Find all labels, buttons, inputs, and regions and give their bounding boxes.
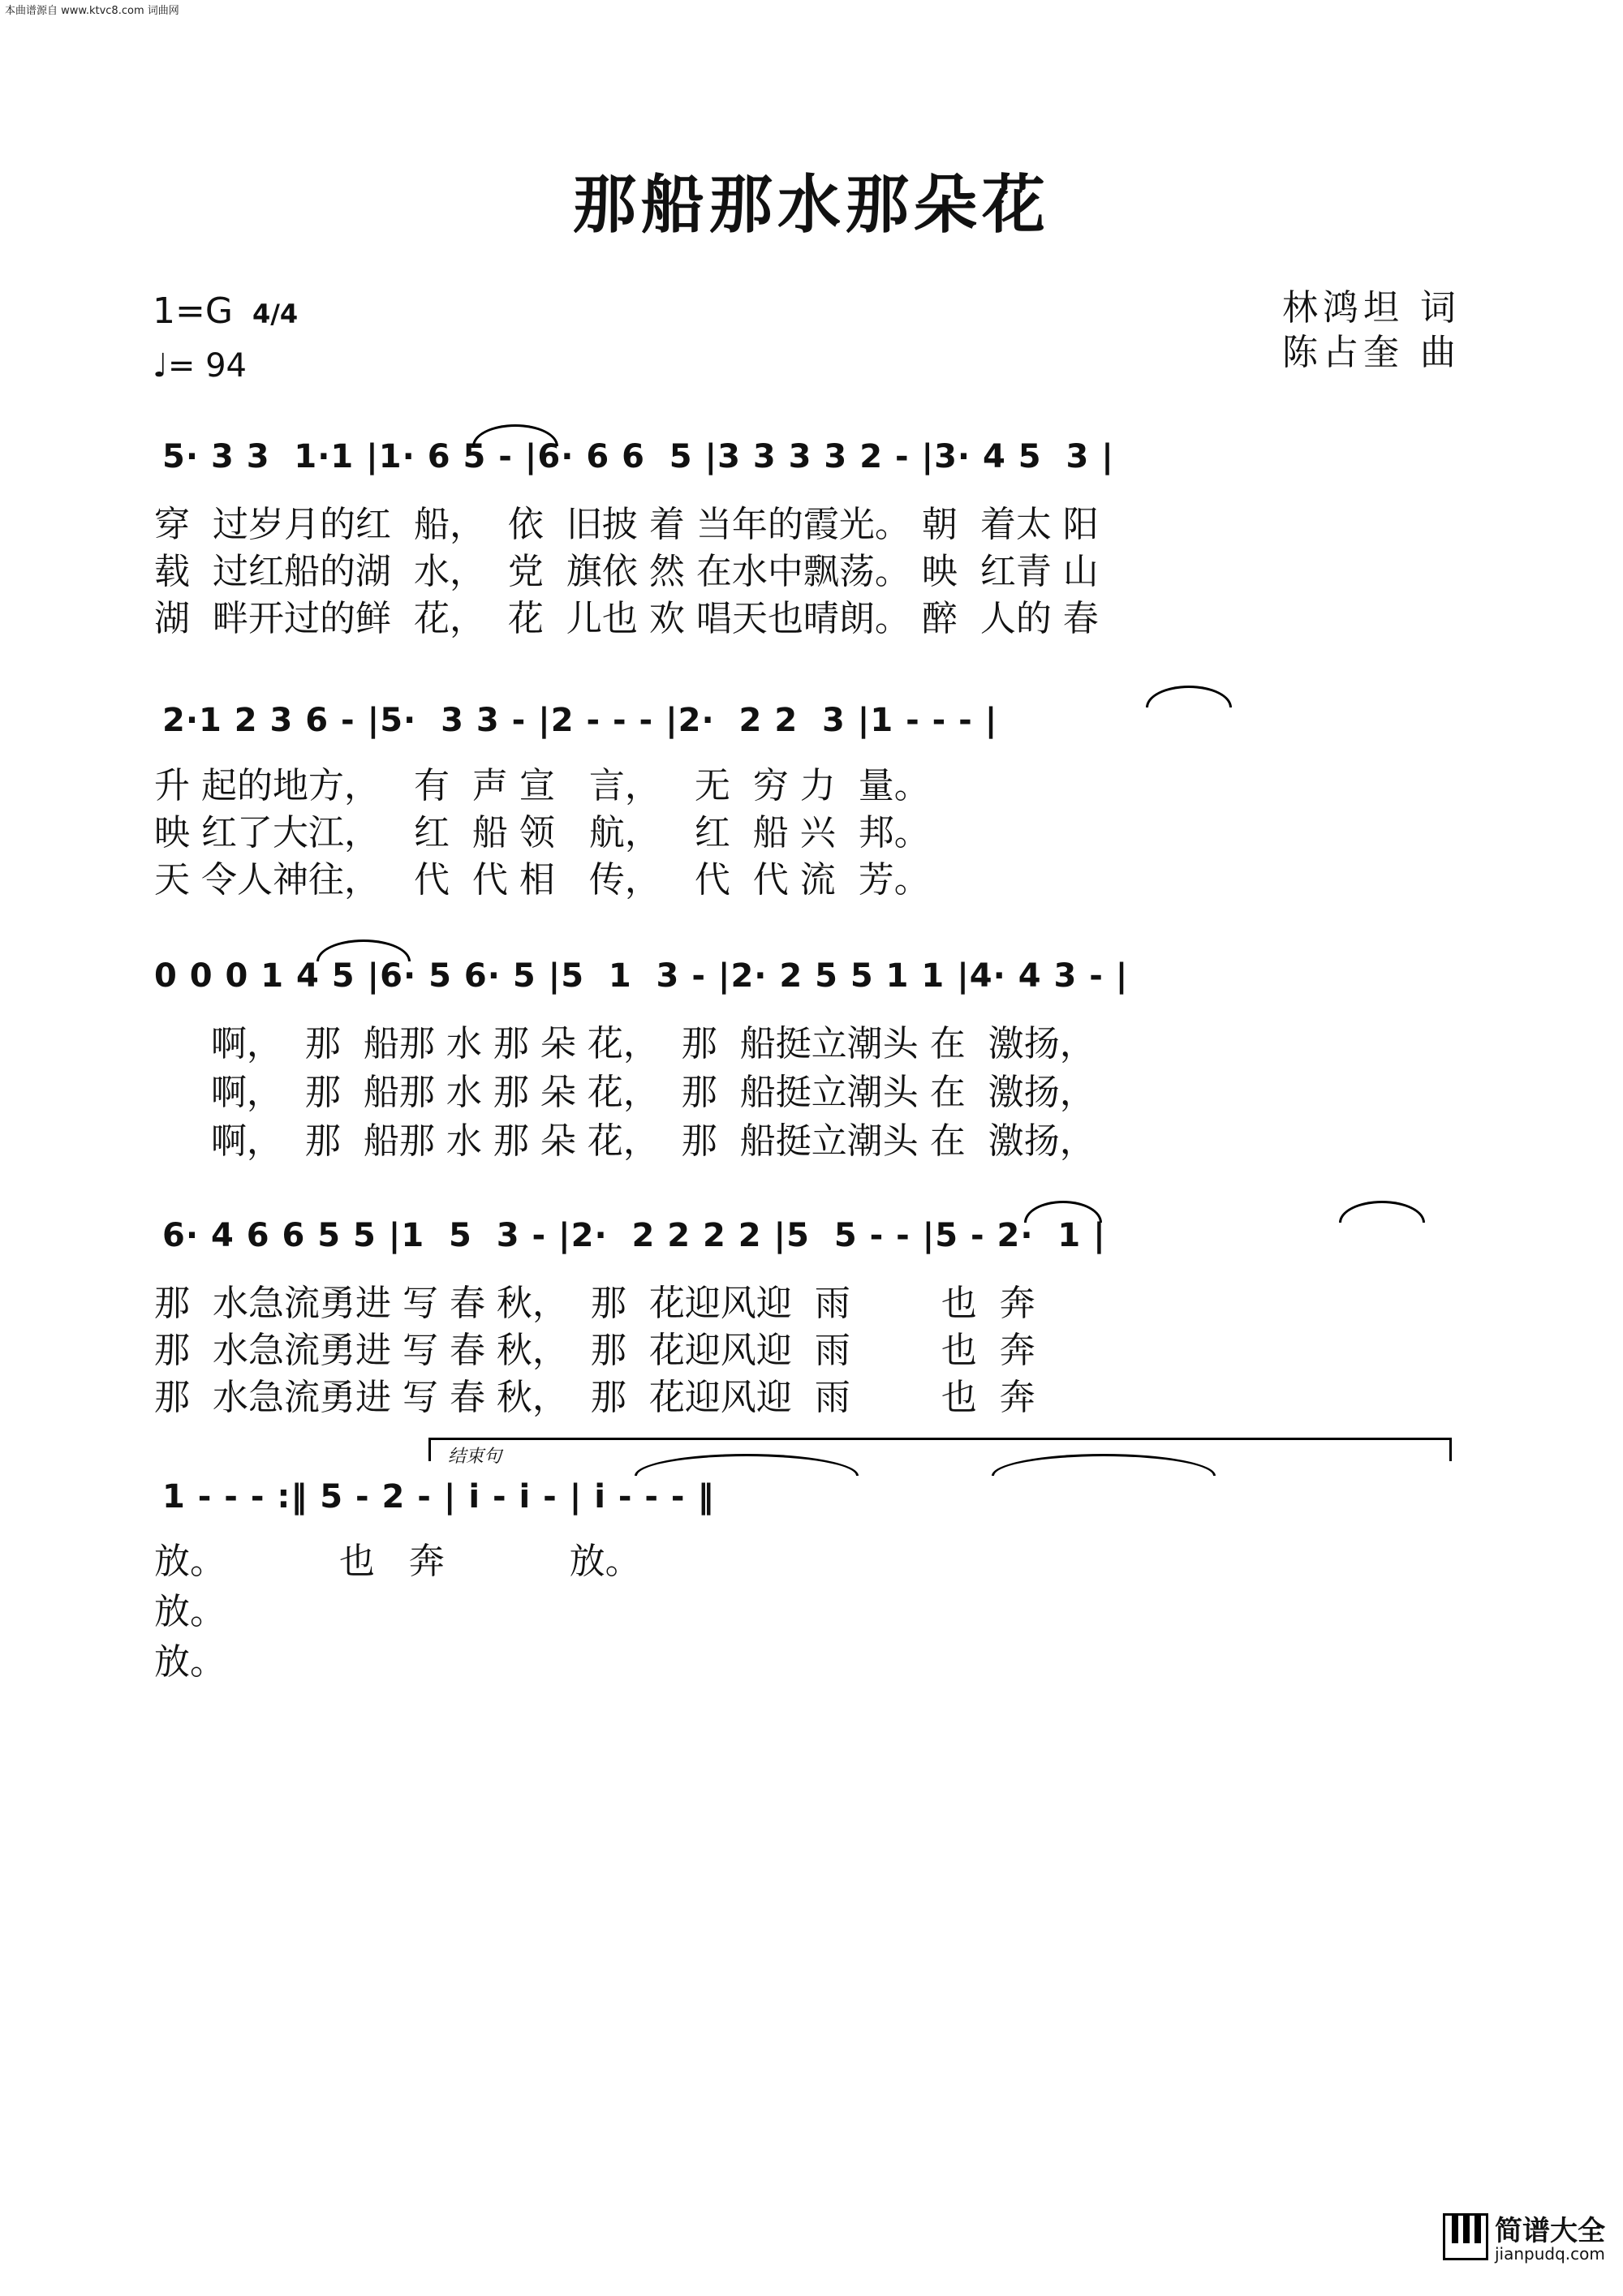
- slur: [316, 939, 411, 961]
- key-signature: [153, 290, 298, 332]
- slur: [1146, 686, 1232, 707]
- notation-line-1: 5· 3 3 1·1 |1· 6 5 - |6· 6 6 5 |3 3 3 3 2 - |3· 4 5 3 |: [162, 438, 1114, 475]
- lyric-line-5-3: 放。: [154, 1641, 226, 1683]
- source-note: 本曲谱源自 www.ktvc8.com 词曲网: [5, 5, 179, 17]
- time-signature: 4/4: [252, 299, 299, 329]
- ending-label: 结束句: [448, 1447, 502, 1467]
- lyric-line-3-1: 啊， 那 船那 水 那 朵 花， 那 船挺立潮头 在 激扬，: [154, 1023, 1096, 1064]
- lyric-line-1-1: 穿 过岁月的红 船， 依 旧披 着 当年的霞光。 朝 着太 阳: [154, 504, 1099, 545]
- notation-line-5: 1 - - - :‖ 5 - 2 - | i - i - | i - - - ‖: [162, 1478, 715, 1516]
- lyric-line-2-3: 天 令人神往， 代 代 相 传， 代 代 流 芳。: [154, 859, 930, 901]
- composer: 陈占奎 曲: [1282, 332, 1461, 373]
- slur: [472, 424, 558, 446]
- ending-bracket: [428, 1438, 1452, 1461]
- lyric-line-4-1: 那 水急流勇进 写 春 秋， 那 花迎风迎 雨 也 奔: [154, 1283, 1035, 1324]
- key-label: 1=G: [153, 290, 233, 332]
- lyric-line-4-2: 那 水急流勇进 写 春 秋， 那 花迎风迎 雨 也 奔: [154, 1330, 1035, 1371]
- lyric-line-1-2: 载 过红船的湖 水， 党 旗依 然 在水中飘荡。 映 红青 山: [154, 551, 1099, 592]
- site-logo[interactable]: [1443, 2208, 1605, 2272]
- lyric-line-5-2: 放。: [154, 1591, 226, 1632]
- credits: [1282, 286, 1461, 375]
- slur: [1024, 1201, 1102, 1223]
- logo-brand: 简谱大全: [1495, 2215, 1605, 2247]
- lyric-line-1-3: 湖 畔开过的鲜 花， 花 儿也 欢 唱天也晴朗。 醉 人的 春: [154, 598, 1099, 639]
- piano-icon: [1443, 2213, 1488, 2260]
- logo-url: jianpudq.com: [1495, 2244, 1605, 2264]
- lyric-line-2-2: 映 红了大江， 红 船 领 航， 红 船 兴 邦。: [154, 812, 930, 853]
- notation-line-2: 2·1 2 3 6 - |5· 3 3 - |2 - - - |2· 2 2 3 |1 - - - |: [162, 702, 998, 739]
- notation-line-4: 6· 4 6 6 5 5 |1 5 3 - |2· 2 2 2 2 |5 5 - - |5 - 2· 1 |: [162, 1217, 1106, 1254]
- lyric-line-2-1: 升 起的地方， 有 声 宣 言， 无 穷 力 量。: [154, 765, 930, 806]
- lyric-line-3-2: 啊， 那 船那 水 那 朵 花， 那 船挺立潮头 在 激扬，: [154, 1072, 1096, 1113]
- tempo-marking: ♩= 94: [153, 347, 247, 385]
- lyric-line-4-3: 那 水急流勇进 写 春 秋， 那 花迎风迎 雨 也 奔: [154, 1377, 1035, 1418]
- lyric-line-5-1: 放。 也 奔 放。: [154, 1541, 641, 1582]
- slur: [1339, 1201, 1425, 1223]
- notation-line-3: 0 0 0 1 4 5 |6· 5 6· 5 |5 1 3 - |2· 2 5 5 1 1 |4· 4 3 - |: [154, 957, 1129, 995]
- page-title: 那船那水那朵花: [572, 168, 1050, 242]
- lyric-line-3-3: 啊， 那 船那 水 那 朵 花， 那 船挺立潮头 在 激扬，: [154, 1120, 1096, 1162]
- lyricist: 林鸿坦 词: [1282, 287, 1461, 329]
